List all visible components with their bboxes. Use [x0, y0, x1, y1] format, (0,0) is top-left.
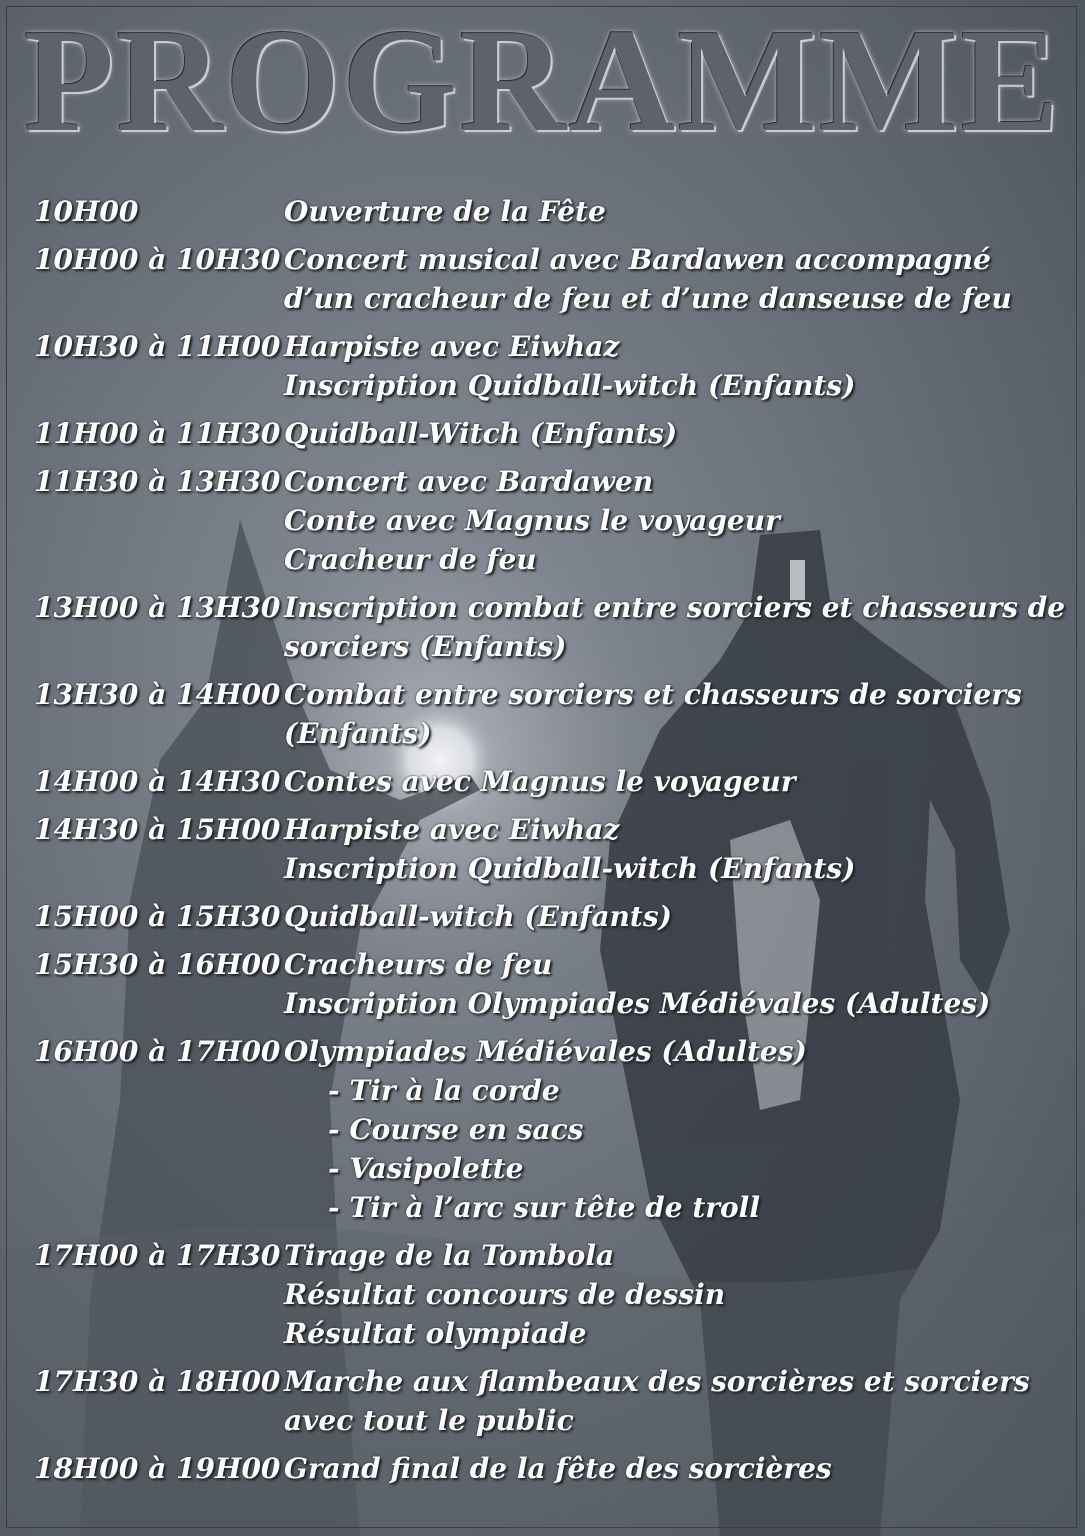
schedule-activities — [284, 897, 1064, 936]
schedule-activities — [284, 1032, 1064, 1227]
schedule-list — [34, 192, 1064, 1497]
schedule-activity: Harpiste avec Eiwhaz — [284, 330, 620, 363]
schedule-row — [34, 240, 1064, 318]
schedule-activities — [284, 414, 1064, 453]
schedule-activities — [284, 810, 1064, 888]
schedule-activity: Tirage de la Tombola — [284, 1239, 615, 1272]
schedule-row — [34, 588, 1064, 666]
schedule-activity: Inscription Quidball-witch (Enfants) — [284, 852, 856, 885]
schedule-row — [34, 192, 1064, 231]
schedule-row — [34, 675, 1064, 753]
schedule-time: 10H00 à 10H30 — [34, 243, 281, 276]
schedule-activity: Cracheurs de feu — [284, 948, 553, 981]
schedule-activity: sorciers (Enfants) — [284, 630, 567, 663]
schedule-activity: Quidball-witch (Enfants) — [284, 900, 672, 933]
schedule-activity: Résultat concours de dessin — [284, 1278, 726, 1311]
schedule-time: 13H00 à 13H30 — [34, 591, 281, 624]
schedule-activity: avec tout le public — [284, 1404, 574, 1437]
schedule-row — [34, 1362, 1064, 1440]
schedule-activity: Combat entre sorciers et chasseurs de sorciers — [284, 678, 1022, 711]
schedule-activities — [284, 462, 1064, 579]
schedule-activity: Concert avec Bardawen — [284, 465, 654, 498]
schedule-row — [34, 1449, 1064, 1488]
schedule-activity: Inscription Olympiades Médiévales (Adultes) — [284, 987, 991, 1020]
schedule-activity: Inscription combat entre sorciers et chasseurs de — [284, 591, 1066, 624]
schedule-activities — [284, 945, 1064, 1023]
schedule-activities — [284, 762, 1064, 801]
schedule-activities — [284, 327, 1064, 405]
schedule-time: 14H30 à 15H00 — [34, 813, 281, 846]
schedule-row — [34, 1032, 1064, 1227]
schedule-activity: Olympiades Médiévales (Adultes) — [284, 1035, 807, 1068]
schedule-activity: Cracheur de feu — [284, 543, 537, 576]
schedule-subactivity: - Vasipolette — [328, 1152, 524, 1185]
schedule-activities — [284, 588, 1065, 666]
schedule-time: 17H00 à 17H30 — [34, 1239, 281, 1272]
schedule-activity: Résultat olympiade — [284, 1317, 587, 1350]
schedule-subactivity: - Course en sacs — [328, 1113, 584, 1146]
schedule-activity: Ouverture de la Fête — [284, 195, 606, 228]
schedule-activity: Conte avec Magnus le voyageur — [284, 504, 780, 537]
schedule-row — [34, 897, 1064, 936]
schedule-activities — [284, 675, 1064, 753]
schedule-time: 14H00 à 14H30 — [34, 765, 281, 798]
schedule-subactivity: - Tir à l’arc sur tête de troll — [328, 1191, 760, 1224]
schedule-activity: d’un cracheur de feu et d’une danseuse de feu — [284, 282, 1012, 315]
schedule-time: 11H30 à 13H30 — [34, 465, 281, 498]
schedule-time: 10H30 à 11H00 — [34, 330, 281, 363]
schedule-activity: Marche aux flambeaux des sorcières et sorciers — [284, 1365, 1030, 1398]
schedule-row — [34, 810, 1064, 888]
schedule-time: 17H30 à 18H00 — [34, 1365, 281, 1398]
schedule-time: 10H00 — [34, 195, 139, 228]
schedule-activities — [284, 1236, 1064, 1353]
schedule-row — [34, 462, 1064, 579]
schedule-row — [34, 945, 1064, 1023]
schedule-activities — [284, 192, 1064, 231]
schedule-activity: (Enfants) — [284, 717, 432, 750]
schedule-row — [34, 1236, 1064, 1353]
schedule-row — [34, 414, 1064, 453]
schedule-time: 18H00 à 19H00 — [34, 1452, 281, 1485]
schedule-activity: Quidball-Witch (Enfants) — [284, 417, 678, 450]
schedule-activity: Concert musical avec Bardawen accompagné — [284, 243, 991, 276]
schedule-row — [34, 327, 1064, 405]
schedule-activity: Inscription Quidball-witch (Enfants) — [284, 369, 856, 402]
schedule-time: 15H30 à 16H00 — [34, 948, 281, 981]
schedule-time: 11H00 à 11H30 — [34, 417, 281, 450]
schedule-activities — [284, 240, 1064, 318]
schedule-activity: Contes avec Magnus le voyageur — [284, 765, 796, 798]
schedule-subactivity: - Tir à la corde — [328, 1074, 560, 1107]
schedule-row — [34, 762, 1064, 801]
schedule-activity: Harpiste avec Eiwhaz — [284, 813, 620, 846]
schedule-activities — [284, 1362, 1064, 1440]
schedule-activity: Grand final de la fête des sorcières — [284, 1452, 832, 1485]
page-title: PROGRAMME — [23, 0, 1062, 163]
schedule-time: 16H00 à 17H00 — [34, 1035, 281, 1068]
schedule-time: 13H30 à 14H00 — [34, 678, 281, 711]
schedule-time: 15H00 à 15H30 — [34, 900, 281, 933]
schedule-activities — [284, 1449, 1064, 1488]
